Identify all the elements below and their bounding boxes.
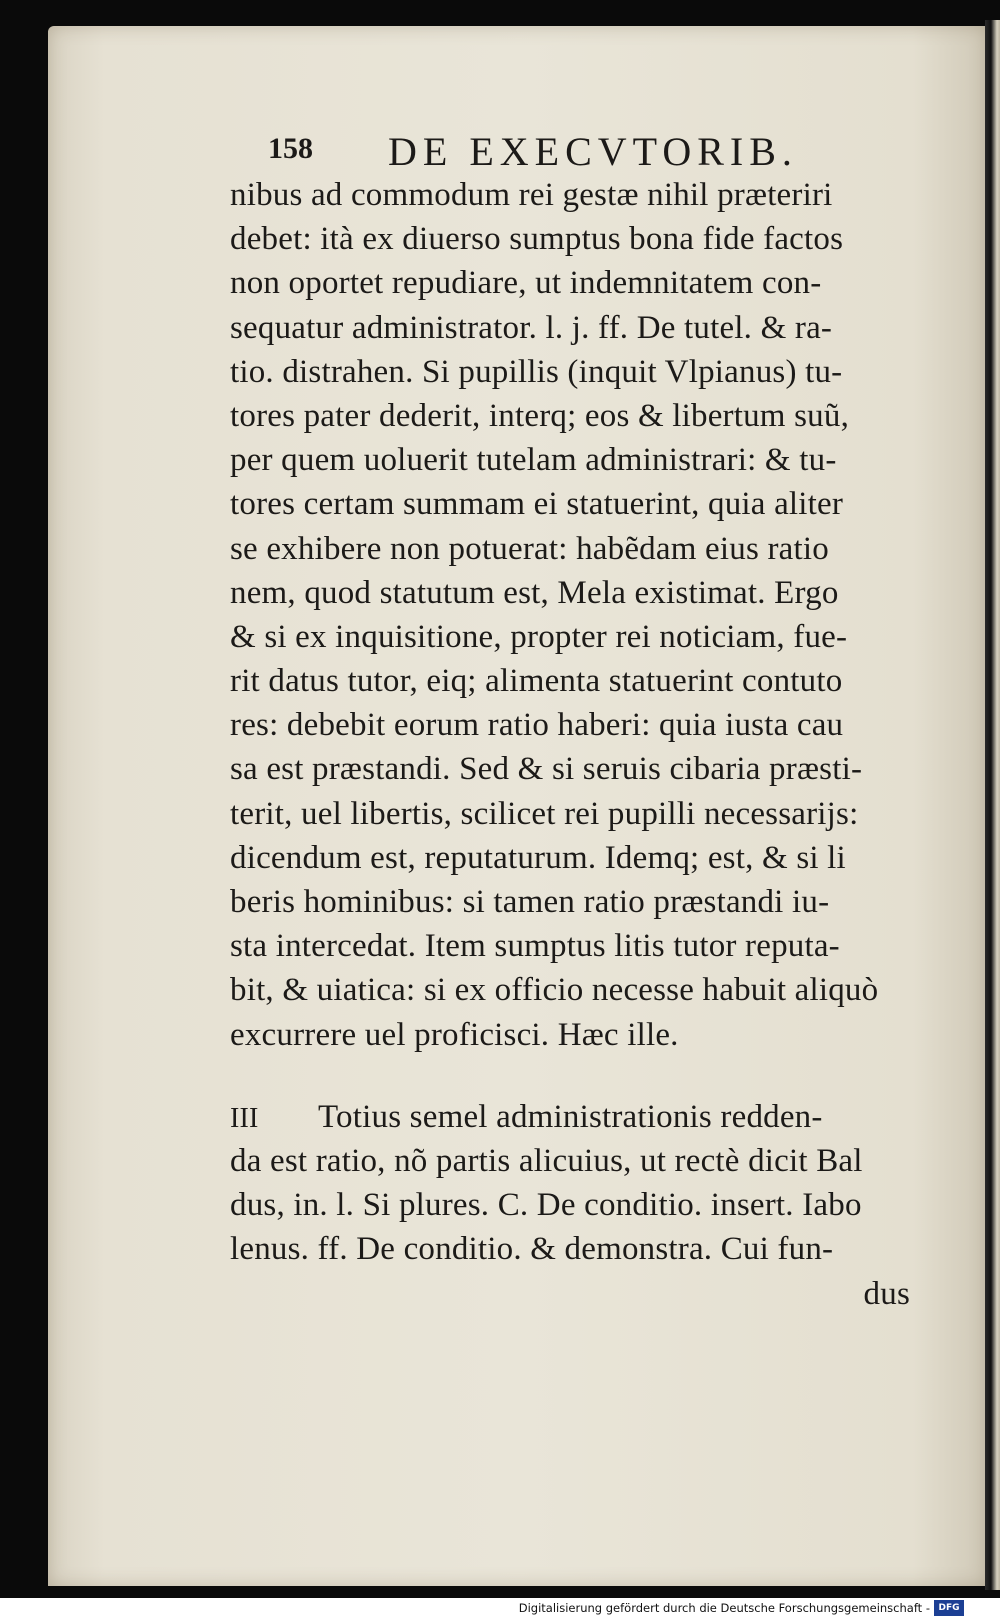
text-line: nibus ad commodum rei gestæ nihil præteriri	[230, 177, 833, 213]
text-line	[230, 1095, 950, 1139]
text-line-content: da est ratio, nõ partis alicuius, ut rectè dicit Bal	[230, 1142, 863, 1179]
text-line: excurrere uel proficisci. Hæc ille.	[230, 1016, 679, 1053]
text-line: beris hominibus: si tamen ratio præstandi iu-	[230, 884, 830, 920]
folio-number: 158	[268, 132, 313, 165]
paragraph-1	[230, 173, 950, 1316]
catchword: dus	[863, 1275, 910, 1312]
text-line: sa est præstandi. Sed & si seruis cibaria præsti-	[230, 751, 863, 788]
text-line: sequatur administrator. l. j. ff. De tutel. & ra-	[230, 309, 833, 346]
text-line: terit, uel libertis, scilicet rei pupilli necessarijs:	[230, 795, 859, 832]
text-line	[230, 1139, 950, 1183]
text-line-content: dus, in. l. Si plures. C. De conditio. insert. Iabo	[230, 1187, 862, 1224]
text-line: debet: ità ex diuerso sumptus bona fide factos	[230, 221, 844, 258]
text-line: tio. distrahen. Si pupillis (inquit Vlpianus) tu-	[230, 353, 843, 390]
text-line: per quem uoluerit tutelam administrari: & tu-	[230, 442, 837, 479]
text-line: res: debebit eorum ratio haberi: quia iusta cau	[230, 707, 844, 744]
page-header	[268, 128, 868, 174]
text-line: nem, quod statutum est, Mela existimat. Ergo	[230, 574, 839, 611]
paragraph-gap	[230, 1057, 950, 1095]
digitization-credit: Digitalisierung gefördert durch die Deutsche Forschungsgemeinschaft -	[518, 1601, 930, 1615]
text-line: rit datus tutor, eiq; alimenta statuerint contuto	[230, 663, 843, 700]
text-line: sta intercedat. Item sumptus litis tutor reputa-	[230, 928, 840, 965]
text-line: non oportet repudiare, ut indemnitatem con-	[230, 265, 822, 302]
text-line: tores pater dederit, interq; eos & libertum suũ,	[230, 397, 850, 434]
running-title: DE EXECVTORIB.	[388, 129, 798, 174]
text-line: & si ex inquisitione, propter rei noticiam, fue-	[230, 618, 848, 655]
paragraph-number: III	[230, 1102, 259, 1134]
text-line	[230, 1183, 950, 1227]
dfg-logo: DFG	[934, 1600, 964, 1616]
page-edge	[985, 20, 1000, 1590]
text-line-content: lenus. ff. De conditio. & demonstra. Cui fun-	[230, 1231, 834, 1268]
text-line-content: Totius semel administrationis redden-	[318, 1098, 823, 1135]
text-line: se exhibere non potuerat: habẽdam eius ratio	[230, 530, 829, 567]
text-line: dicendum est, reputaturum. Idemq; est, & si li	[230, 839, 846, 876]
text-line: tores certam summam ei statuerint, quia aliter	[230, 486, 844, 523]
text-line: bit, & uiatica: si ex officio necesse habuit aliquò	[230, 972, 879, 1009]
text-line	[230, 1227, 950, 1271]
